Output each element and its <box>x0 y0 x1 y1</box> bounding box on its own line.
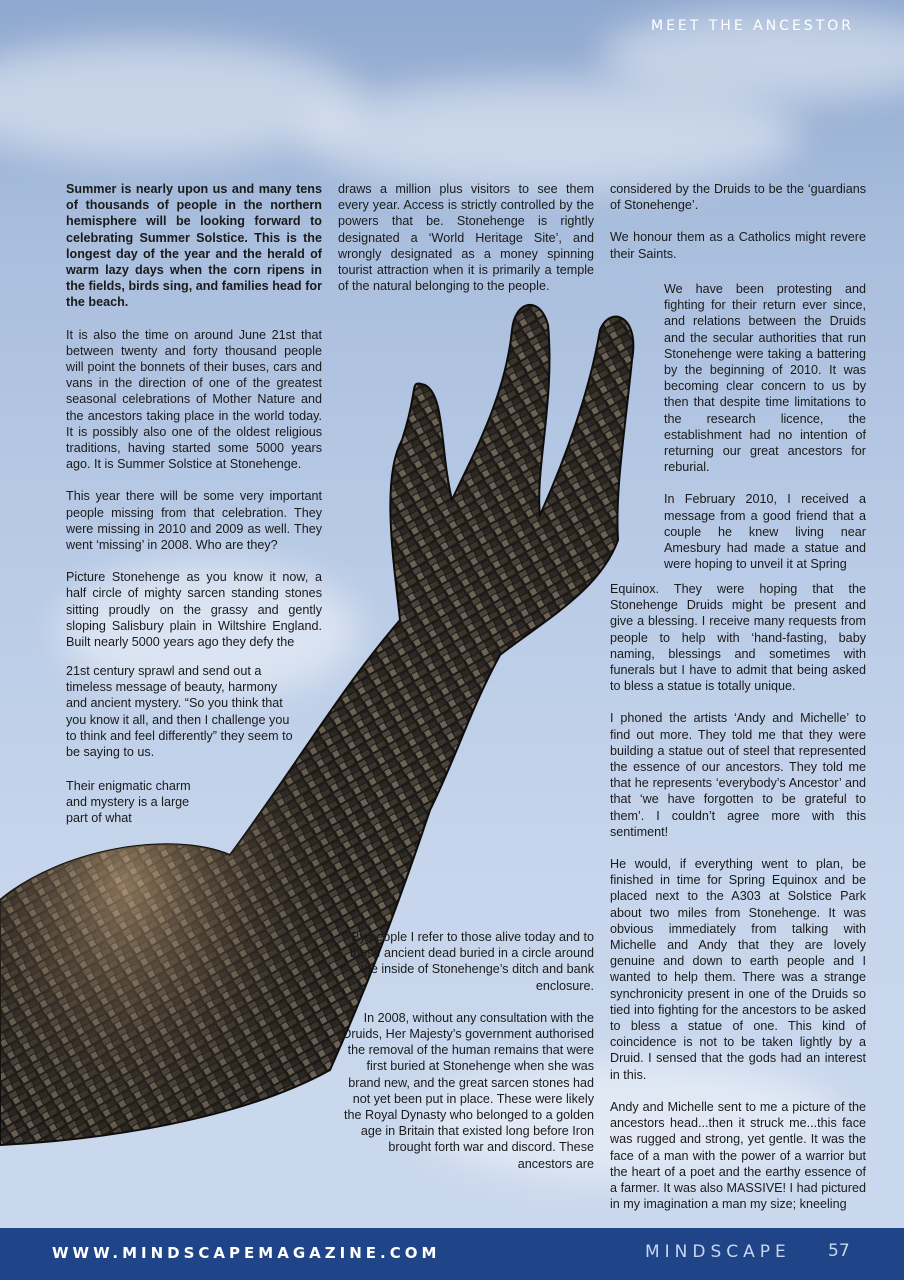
text-column-3-lower <box>610 581 866 1212</box>
paragraph: This year there will be some very important people missing from that celebration. They were missing in 2010 and 2009 as well. They went ‘missing’ in 2008. Who are they? <box>66 489 322 553</box>
text-column-1 <box>66 181 322 650</box>
page-number: 57 <box>828 1241 850 1261</box>
paragraph: Picture Stonehenge as you know it now, a half circle of mighty sarcen standing stones sitting proudly on the grassy and gently sloping Salisbury plain in Wiltshire England. Built nearly 5000 years ago they defy the <box>66 570 322 650</box>
paragraph: considered by the Druids to be the ‘guardians of Stonehenge’. <box>610 182 866 213</box>
text-column-2-bottom <box>338 929 594 1172</box>
website-link[interactable]: WWW.MINDSCAPEMAGAZINE.COM <box>52 1244 441 1262</box>
lead-paragraph: Summer is nearly upon us and many tens of thousands of people in the northern hemisphere will be looking forward to celebrating Summer Solstice. This is the longest day of the year and the herald of warm lazy days when the corn ripens in the fields, birds sing, and families head for the beach. <box>66 182 322 310</box>
paragraph: He would, if everything went to plan, be finished in time for Spring Equinox and be placed next to the A303 at Solstice Park about two miles from Stonehenge. It was obvious immediately from talking with Michelle and Andy that they are lovely genuine and down to earth people and I wanted to help them. There was a strange synchronicity present in one of the Druids so tied into fighting for the ancestors to be asked to bless a statue of one. This kind of coincidence is not to be taken lightly by a Druid. I sensed that the gods had an interest in this. <box>610 857 866 1082</box>
paragraph: I phoned the artists ‘Andy and Michelle’ to find out more. They told me that they were building a statue out of steel that represented the essence of our ancestors. They told me that he represents ‘everybody’s Ancestor’ and that ‘we have forgotten to be grateful to them’. I couldn’t agree more with this sentiment! <box>610 711 866 839</box>
paragraph: 21st century sprawl and send out a timeless message of beauty, harmony and ancient mystery. “So you think that you know it all, and then I challenge you to think and feel differently” they seem to be saying to us. <box>66 664 293 760</box>
text-column-3 <box>610 181 866 278</box>
paragraph: In 2008, without any consultation with the Druids, Her Majesty’s government authorised the removal of the human remains that were first buried at Stonehenge when she was brand new, and the great sarcen stones had not yet been put in place. These were likely the Royal Dynasty who belonged to a golden age in Britain that existed long before Iron brought forth war and discord. These ancestors are <box>342 1010 594 1171</box>
footer-bar <box>0 1228 904 1280</box>
paragraph: It is also the time on around June 21st that between twenty and forty thousand people will point the bonnets of their buses, cars and vans in the direction of one of the greatest seasonal celebrations of Mother Nature and the ancestors taking place in the world today. It is possibly also one of the oldest religious traditions, having started some 5000 years ago. It is Summer Solstice at Stonehenge. <box>66 327 322 472</box>
section-label: MEET THE ANCESTOR <box>650 18 854 34</box>
paragraph: Andy and Michelle sent to me a picture of the ancestors head...then it struck me...this face was rugged and strong, yet gentle. It was the face of a man with the power of a warrior but the heart of a poet and the earthy essence of a farmer. It was also MASSIVE! I had pictured in my imagination a man my size; kneeling <box>610 1099 866 1212</box>
paragraph: Their enigmatic charm and mystery is a large part of what <box>66 779 191 826</box>
paragraph: In February 2010, I received a message from a good friend that a couple he knew living near Amesbury had made a statue and were hoping to unveil it at Spring <box>664 492 866 572</box>
paragraph: We honour them as a Catholics might revere their Saints. <box>610 230 866 261</box>
paragraph: draws a million plus visitors to see them every year. Access is strictly controlled by the powers that be. Stonehenge is rightly designated a ‘World Heritage Site’, and wrongly designated as a money spinning tourist attraction when it is primarily a temple of the natural belonging to the people. <box>338 182 594 294</box>
paragraph: We have been protesting and fighting for their return ever since, and relations between the Druids and the secular authorities that run Stonehenge were taking a battering by the beginning of 2010. It was becoming clear concern to us by then that despite time limitations to the research licence, the establishment had no intention of returning our great ancestors for reburial. <box>664 282 866 475</box>
paragraph: Equinox. They were hoping that the Stonehenge Druids might be present and give a blessing. I receive many requests from people to help with ‘hand-fasting, baby naming, blessings and sometimes with funerals but I have to admit that being asked to bless a statue is totally unique. <box>610 582 866 694</box>
text-column-1-wrap-end <box>66 778 202 827</box>
text-column-3-indented <box>664 281 866 572</box>
paragraph: By people I refer to those alive today and to those ancient dead buried in a circle around the inside of Stonehenge’s ditch and bank enclosure. <box>349 930 594 993</box>
text-column-2 <box>338 181 594 310</box>
magazine-name: MINDSCAPE <box>645 1242 791 1262</box>
text-column-1-wrap <box>66 663 298 760</box>
